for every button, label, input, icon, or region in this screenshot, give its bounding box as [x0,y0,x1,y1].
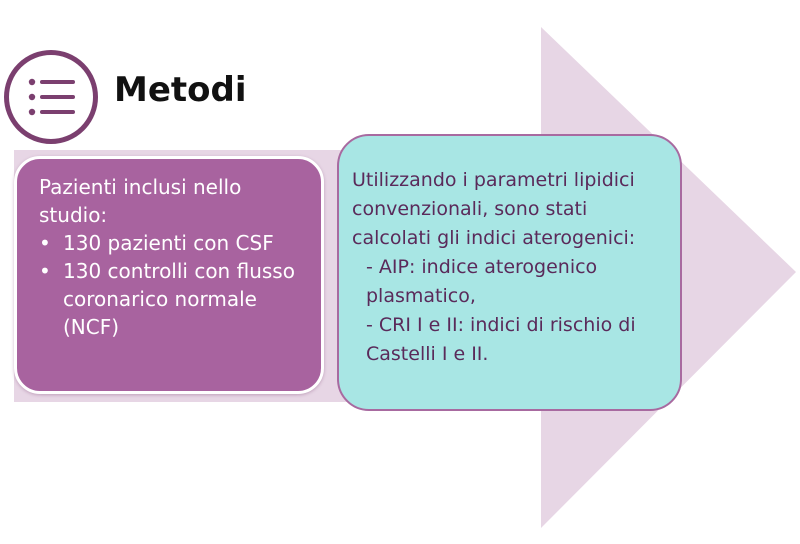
list-item [352,253,672,311]
list-item-text: CRI I e II: indici di rischio di Castelli I e II. [366,314,636,365]
patients-list [39,229,311,341]
bullet-icon: • [39,259,51,283]
methods-intro: Utilizzando i parametri lipidici convenzionali, sono stati calcolati gli indici aterogenici: [352,169,636,249]
list-item-text: 130 pazienti con CSF [63,231,274,255]
list-item-text: 130 controlli con flusso coronarico normale (NCF) [63,259,295,339]
methods-box [337,134,682,411]
list-item [39,229,311,257]
patients-box [14,156,324,394]
indices-list [352,253,672,369]
list-menu-icon [4,50,98,144]
dash-icon: - [366,256,373,278]
list-item [39,257,311,341]
list-item [352,311,672,369]
dash-icon: - [366,314,373,336]
page-title: Metodi [114,70,247,110]
bullet-icon: • [39,231,51,255]
list-item-text: AIP: indice aterogenico plasmatico, [366,256,598,307]
patients-heading: Pazienti inclusi nello studio: [39,175,242,227]
